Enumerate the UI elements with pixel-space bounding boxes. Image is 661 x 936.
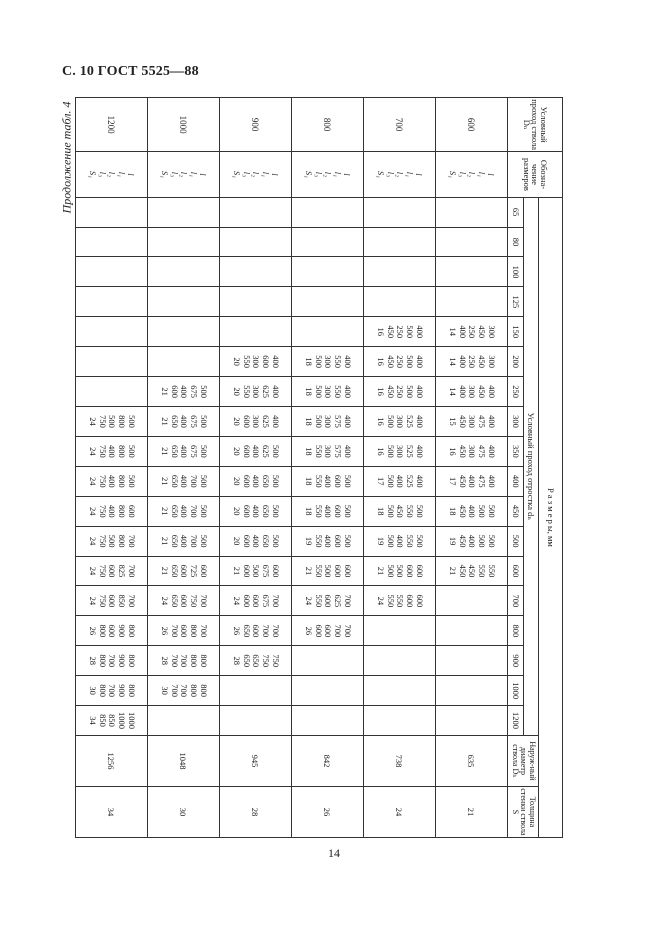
value-cell xyxy=(76,706,148,736)
dn-cell: 1200 xyxy=(76,98,148,152)
symbol-line: l₁ xyxy=(404,171,415,178)
value-cell xyxy=(292,586,364,616)
branch-size-header: 450 xyxy=(508,496,524,526)
dn-header: Условный проход ствола Dₙ xyxy=(508,98,563,152)
branch-size-header: 100 xyxy=(508,257,524,287)
value-cell xyxy=(148,377,220,407)
value-cell xyxy=(76,347,148,377)
outer-diameter-cell: 945 xyxy=(220,735,292,786)
value-stack: 300 450 250 400 14 xyxy=(447,325,497,339)
value-stack: 500 700 400 650 21 xyxy=(159,504,209,518)
branch-size-header: 1000 xyxy=(508,676,524,706)
symbol-line: l xyxy=(126,173,137,176)
value-cell xyxy=(148,646,220,676)
value-cell xyxy=(436,257,508,287)
value-stack: 500 500 400 450 19 xyxy=(447,534,497,548)
value-stack: 700 675 600 600 24 xyxy=(231,594,281,608)
wall-thickness-cell: 26 xyxy=(292,786,364,837)
value-stack: 600 800 400 750 24 xyxy=(87,504,137,518)
symbol-line: l₁ xyxy=(188,171,199,178)
symbol-cell xyxy=(148,152,220,197)
value-cell xyxy=(436,526,508,556)
symbol-cell xyxy=(436,152,508,197)
value-stack: 400 475 400 450 17 xyxy=(447,474,497,488)
branch-size-header: 500 xyxy=(508,526,524,556)
table-row xyxy=(148,98,220,838)
wall-thickness-cell: 28 xyxy=(220,786,292,837)
value-cell xyxy=(292,616,364,646)
value-stack: 400 575 300 500 18 xyxy=(303,415,353,428)
page-number: 14 xyxy=(328,846,340,860)
value-cell xyxy=(148,257,220,287)
value-cell xyxy=(436,436,508,466)
value-cell xyxy=(292,436,364,466)
value-cell xyxy=(220,556,292,586)
symbol-line: l xyxy=(486,173,497,176)
value-stack: 700 800 500 750 24 xyxy=(87,534,137,548)
value-cell xyxy=(364,466,436,496)
table-row xyxy=(76,98,148,838)
value-cell xyxy=(220,466,292,496)
value-cell xyxy=(364,586,436,616)
value-cell xyxy=(220,496,292,526)
value-stack: 600 600 500 550 21 xyxy=(303,564,353,578)
value-stack: 400 600 300 550 20 xyxy=(231,355,281,369)
value-stack: 500 650 400 600 20 xyxy=(231,504,281,518)
value-cell xyxy=(148,706,220,736)
value-cell xyxy=(364,496,436,526)
value-stack: 400 550 300 500 18 xyxy=(303,355,353,369)
value-stack: 750 750 650 650 28 xyxy=(231,654,281,668)
symbol-line: l₃ xyxy=(169,171,180,178)
value-cell xyxy=(292,377,364,407)
value-stack: 400 475 300 450 16 xyxy=(447,445,497,458)
value-cell xyxy=(220,407,292,437)
value-stack: 500 600 400 550 18 xyxy=(303,474,353,488)
branch-size-header: 800 xyxy=(508,616,524,646)
value-stack: 550 550 450 450 21 xyxy=(447,564,497,578)
outer-diameter-cell: 842 xyxy=(292,735,364,786)
sizes-header: Р а з м е р ы, мм xyxy=(539,197,563,837)
value-cell xyxy=(364,556,436,586)
value-stack: 400 500 250 450 16 xyxy=(375,385,425,398)
value-cell xyxy=(292,287,364,317)
value-cell xyxy=(220,436,292,466)
value-cell xyxy=(292,496,364,526)
value-stack: 500 650 400 600 20 xyxy=(231,474,281,488)
value-stack: 400 500 250 450 16 xyxy=(375,325,425,339)
value-cell xyxy=(220,347,292,377)
value-cell xyxy=(436,227,508,257)
symbol-cell xyxy=(76,152,148,197)
value-cell xyxy=(292,407,364,437)
branch-size-header: 250 xyxy=(508,377,524,407)
outer-diameter-cell: 1048 xyxy=(148,735,220,786)
value-cell xyxy=(148,526,220,556)
value-stack: 500 675 400 650 21 xyxy=(159,415,209,428)
value-cell xyxy=(148,466,220,496)
value-cell xyxy=(364,706,436,736)
value-stack: 500 675 400 650 21 xyxy=(159,445,209,458)
value-cell xyxy=(436,466,508,496)
dn-cell: 700 xyxy=(364,98,436,152)
value-stack: 500 700 400 650 21 xyxy=(159,474,209,488)
symbol-line: l₃ xyxy=(241,171,252,178)
value-cell xyxy=(76,227,148,257)
value-cell xyxy=(364,616,436,646)
branch-size-header: 350 xyxy=(508,436,524,466)
outer-diameter-cell: 1256 xyxy=(76,735,148,786)
symbol-line: l₁ xyxy=(332,171,343,178)
value-cell xyxy=(76,317,148,347)
symbol-line: l₂ xyxy=(107,171,118,178)
table-row xyxy=(292,98,364,838)
value-stack: 400 450 300 400 14 xyxy=(447,385,497,398)
value-cell xyxy=(76,257,148,287)
value-cell xyxy=(220,377,292,407)
value-cell xyxy=(364,317,436,347)
value-cell xyxy=(292,257,364,287)
branch-size-header: 900 xyxy=(508,646,524,676)
value-stack: 600 725 600 650 21 xyxy=(159,564,209,578)
table-row xyxy=(220,98,292,838)
value-cell xyxy=(220,287,292,317)
value-cell xyxy=(148,317,220,347)
value-cell xyxy=(148,616,220,646)
value-cell xyxy=(220,586,292,616)
value-cell xyxy=(76,407,148,437)
value-stack: 800 800 700 700 30 xyxy=(159,684,209,697)
branch-size-header: 400 xyxy=(508,466,524,496)
value-stack: 400 525 400 500 17 xyxy=(375,474,425,488)
value-cell xyxy=(148,287,220,317)
value-stack: 500 700 400 650 21 xyxy=(159,534,209,548)
value-cell xyxy=(76,676,148,706)
value-cell xyxy=(148,407,220,437)
symbol-line: S₁ xyxy=(304,170,315,179)
value-cell xyxy=(76,616,148,646)
dn-cell: 900 xyxy=(220,98,292,152)
dimensions-table xyxy=(87,97,563,838)
value-cell xyxy=(220,646,292,676)
value-cell xyxy=(364,407,436,437)
value-cell xyxy=(220,616,292,646)
value-cell xyxy=(436,496,508,526)
value-cell xyxy=(76,586,148,616)
value-cell xyxy=(220,676,292,706)
value-cell xyxy=(436,676,508,706)
value-cell xyxy=(292,227,364,257)
value-stack: 700 625 600 550 24 xyxy=(303,594,353,608)
value-stack: 700 700 600 650 26 xyxy=(231,624,281,638)
value-cell xyxy=(220,706,292,736)
symbol-line: l₂ xyxy=(395,171,406,178)
value-stack: 400 625 300 550 20 xyxy=(231,385,281,398)
value-stack: 500 550 450 500 18 xyxy=(375,504,425,518)
value-cell xyxy=(148,556,220,586)
symbol-line: l₂ xyxy=(179,171,190,178)
value-cell xyxy=(76,496,148,526)
value-stack: 400 475 300 450 15 xyxy=(447,415,497,428)
symbol-line: l₃ xyxy=(97,171,108,178)
value-cell xyxy=(76,466,148,496)
symbol-line: l xyxy=(198,173,209,176)
value-cell xyxy=(220,526,292,556)
value-cell xyxy=(148,436,220,466)
value-cell xyxy=(364,377,436,407)
value-stack: 700 700 600 600 26 xyxy=(303,624,353,638)
value-stack: 500 650 400 600 20 xyxy=(231,534,281,548)
symbol-line: l₁ xyxy=(476,171,487,178)
value-cell xyxy=(292,676,364,706)
value-cell xyxy=(76,377,148,407)
value-stack: 800 900 700 800 30 xyxy=(87,684,137,697)
value-cell xyxy=(292,347,364,377)
value-stack: 400 500 250 450 16 xyxy=(375,355,425,369)
symbol-line: l₃ xyxy=(313,171,324,178)
value-cell xyxy=(436,586,508,616)
value-cell xyxy=(364,676,436,706)
value-stack: 800 800 700 700 28 xyxy=(159,654,209,668)
symbol-line: S₁ xyxy=(376,170,387,179)
value-cell xyxy=(76,436,148,466)
value-cell xyxy=(364,197,436,227)
value-cell xyxy=(364,526,436,556)
branch-size-header: 65 xyxy=(508,197,524,227)
value-stack: 300 450 250 400 14 xyxy=(447,355,497,369)
wall-thickness-cell: 21 xyxy=(436,786,508,837)
branch-size-header: 80 xyxy=(508,227,524,257)
value-cell xyxy=(148,676,220,706)
value-cell xyxy=(292,466,364,496)
value-cell xyxy=(148,496,220,526)
outer-diameter-cell: 635 xyxy=(436,735,508,786)
value-stack: 500 550 400 500 19 xyxy=(375,534,425,548)
symbol-cell xyxy=(364,152,436,197)
value-cell xyxy=(364,347,436,377)
symbol-line: l xyxy=(342,173,353,176)
value-cell xyxy=(76,556,148,586)
value-cell xyxy=(76,287,148,317)
value-cell xyxy=(292,526,364,556)
value-cell xyxy=(220,227,292,257)
page-header: С. 10 ГОСТ 5525—88 xyxy=(62,64,199,79)
value-cell xyxy=(436,646,508,676)
symbol-cell xyxy=(292,152,364,197)
value-stack: 600 675 500 600 21 xyxy=(231,564,281,578)
value-cell xyxy=(292,197,364,227)
value-cell xyxy=(292,556,364,586)
value-stack: 600 600 500 500 21 xyxy=(375,564,425,578)
value-cell xyxy=(148,227,220,257)
value-cell xyxy=(292,646,364,676)
wall-thickness-cell: 30 xyxy=(148,786,220,837)
value-stack: 500 600 400 550 19 xyxy=(303,534,353,548)
value-stack: 400 525 300 500 16 xyxy=(375,445,425,458)
table-row xyxy=(364,98,436,838)
value-stack: 500 500 400 450 18 xyxy=(447,504,497,518)
branch-size-header: 300 xyxy=(508,407,524,437)
branch-size-header: 150 xyxy=(508,317,524,347)
value-stack: 700 750 600 650 24 xyxy=(159,594,209,608)
value-stack: 800 900 600 800 26 xyxy=(87,624,137,638)
symbol-line: S₁ xyxy=(88,170,99,179)
symbol-line: l₂ xyxy=(323,171,334,178)
continuation-label: Продолжение табл. 4 xyxy=(59,101,74,214)
value-cell xyxy=(220,257,292,287)
value-cell xyxy=(436,407,508,437)
value-stack: 700 800 600 700 26 xyxy=(159,624,209,638)
value-stack: 500 625 400 600 20 xyxy=(231,445,281,458)
value-stack: 500 600 400 550 18 xyxy=(303,504,353,518)
wall-thickness-cell: 34 xyxy=(76,786,148,837)
symbol-line: S₁ xyxy=(232,170,243,179)
value-stack: 700 850 600 750 24 xyxy=(87,594,137,608)
value-cell xyxy=(436,616,508,646)
value-stack: 400 625 300 600 20 xyxy=(231,415,281,428)
branch-size-header: 125 xyxy=(508,287,524,317)
symbol-line: l₁ xyxy=(116,171,127,178)
value-stack: 800 900 700 800 28 xyxy=(87,654,137,668)
value-cell xyxy=(436,287,508,317)
value-cell xyxy=(436,347,508,377)
dn-cell: 800 xyxy=(292,98,364,152)
dn-cell: 600 xyxy=(436,98,508,152)
value-cell xyxy=(148,586,220,616)
branch-size-header: 1200 xyxy=(508,706,524,736)
value-cell xyxy=(76,646,148,676)
branch-size-header: 700 xyxy=(508,586,524,616)
outer-diameter-header: Наруж-ный диаметр ствола Dₕ xyxy=(508,735,539,786)
value-stack: 400 550 300 500 18 xyxy=(303,385,353,398)
symbol-line: l₃ xyxy=(457,171,468,178)
sym-header: Обозна-чение размеров xyxy=(508,152,563,197)
branch-size-header: 200 xyxy=(508,347,524,377)
symbol-cell xyxy=(220,152,292,197)
symbol-line: l₁ xyxy=(260,171,271,178)
symbol-line: S₁ xyxy=(160,170,171,179)
value-cell xyxy=(292,317,364,347)
value-cell xyxy=(364,257,436,287)
value-stack: 600 600 550 550 24 xyxy=(375,594,425,608)
symbol-line: S₁ xyxy=(448,170,459,179)
value-cell xyxy=(364,646,436,676)
value-cell xyxy=(148,197,220,227)
value-stack: 1000 1000 850 850 34 xyxy=(87,712,137,730)
value-cell xyxy=(292,706,364,736)
symbol-line: l₂ xyxy=(467,171,478,178)
symbol-line: l xyxy=(414,173,425,176)
value-cell xyxy=(436,197,508,227)
value-stack: 700 825 600 750 24 xyxy=(87,564,137,578)
symbol-line: l₂ xyxy=(251,171,262,178)
outer-diameter-cell: 738 xyxy=(364,735,436,786)
value-cell xyxy=(76,526,148,556)
value-stack: 400 525 300 500 16 xyxy=(375,415,425,428)
value-cell xyxy=(436,556,508,586)
value-cell xyxy=(76,197,148,227)
value-cell xyxy=(220,197,292,227)
value-cell xyxy=(364,227,436,257)
value-stack: 500 800 400 750 24 xyxy=(87,445,137,458)
value-cell xyxy=(436,706,508,736)
value-stack: 500 800 400 750 24 xyxy=(87,474,137,488)
value-stack: 400 575 300 550 18 xyxy=(303,445,353,458)
value-cell xyxy=(364,436,436,466)
wall-thickness-header: Толщина стенки ствола S xyxy=(508,786,539,837)
branch-size-header: 600 xyxy=(508,556,524,586)
value-cell xyxy=(436,377,508,407)
table-row xyxy=(436,98,508,838)
dn-cell: 1000 xyxy=(148,98,220,152)
symbol-line: l xyxy=(270,173,281,176)
value-stack: 500 675 400 600 21 xyxy=(159,385,209,398)
value-cell xyxy=(364,287,436,317)
value-cell xyxy=(148,347,220,377)
value-cell xyxy=(436,317,508,347)
symbol-line: l₃ xyxy=(385,171,396,178)
wall-thickness-cell: 24 xyxy=(364,786,436,837)
value-cell xyxy=(220,317,292,347)
branch-header: Условный проход отростка dₙ xyxy=(524,197,539,735)
value-stack: 500 800 500 750 24 xyxy=(87,415,137,428)
